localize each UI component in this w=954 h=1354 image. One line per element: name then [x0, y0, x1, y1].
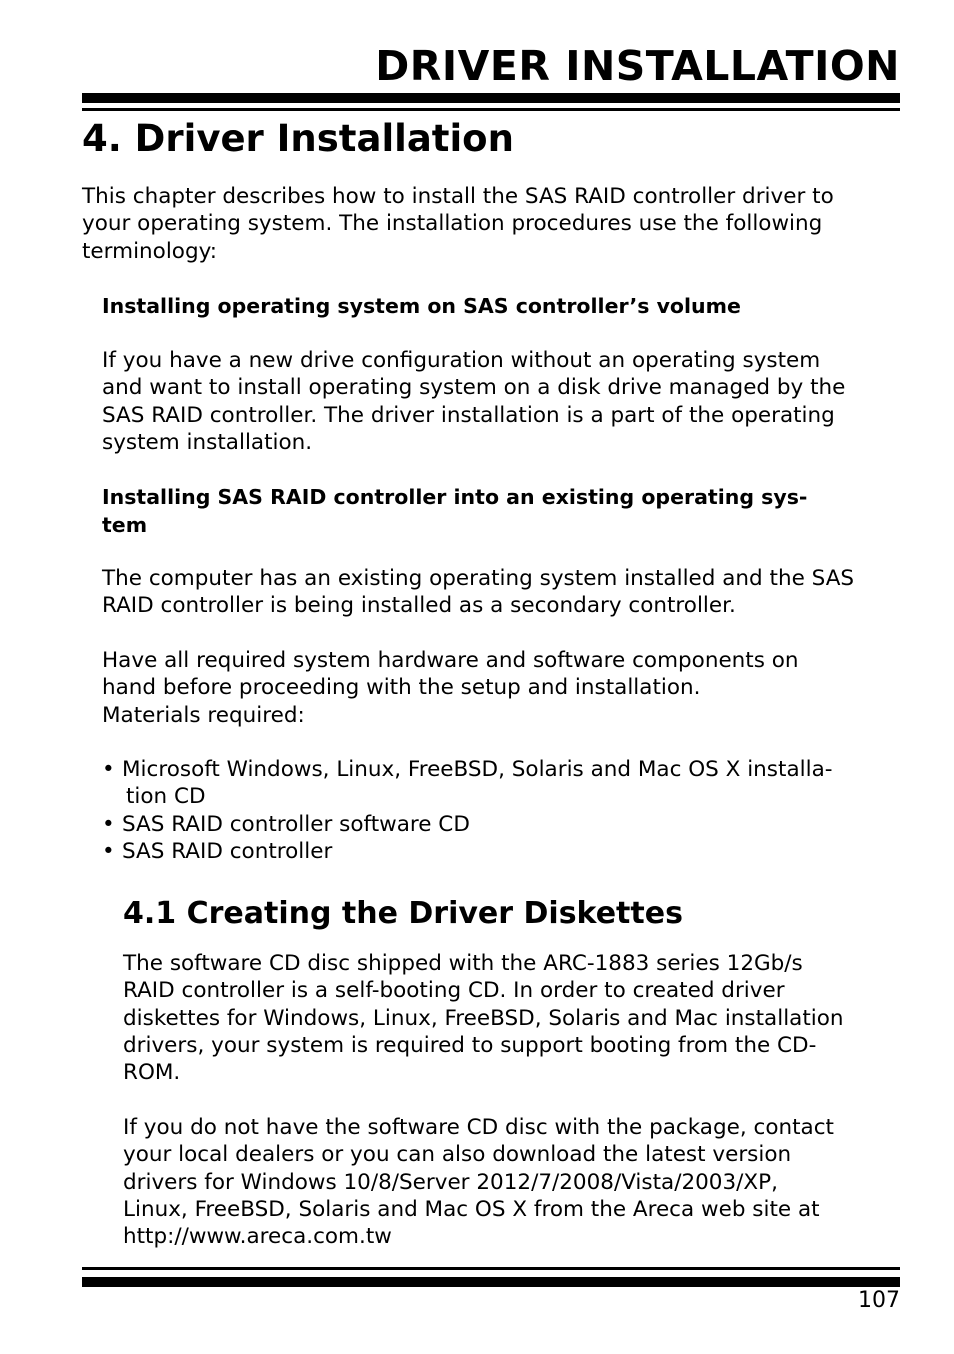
text-line: Have all required system hardware and software components on [102, 648, 799, 673]
footer-rule-thin [82, 1267, 900, 1270]
term-body-existing-os [102, 565, 854, 620]
section-paragraph-2 [123, 1114, 834, 1250]
list-item [102, 838, 833, 865]
text-line: and want to install operating system on a disk drive managed by the [102, 375, 846, 401]
term-body-os-install [102, 347, 845, 456]
document-page [82, 0, 900, 1354]
chapter-intro [82, 183, 834, 265]
page-number: 107 [858, 1288, 900, 1313]
list-item [102, 756, 833, 811]
text-line: Installing SAS RAID controller into an existing operating sys- [102, 485, 808, 509]
text-line: SAS RAID controller [122, 838, 333, 864]
text-line: http://www.areca.com.tw [123, 1224, 392, 1250]
text-line: hand before proceeding with the setup and installation. [102, 675, 701, 701]
text-line: Microsoft Windows, Linux, FreeBSD, Solaris and Mac OS X installa- [122, 757, 833, 782]
bullet-icon: • [102, 757, 115, 782]
text-line: system installation. [102, 429, 313, 455]
header-rule-thick [82, 93, 900, 103]
chapter-title: 4. Driver Installation [82, 117, 514, 160]
text-line: drivers for Windows 10/8/Server 2012/7/2008/Vista/2003/XP, [123, 1169, 778, 1195]
text-line: Linux, FreeBSD, Solaris and Mac OS X from the Areca web site at [123, 1196, 820, 1222]
section-paragraph-1 [123, 950, 844, 1086]
bullet-icon: • [102, 838, 115, 864]
footer-rule-thick [82, 1277, 900, 1287]
bullet-icon: • [102, 811, 115, 837]
text-line: Materials required: [102, 702, 305, 728]
text-line: RAID controller is being installed as a secondary controller. [102, 593, 736, 619]
section-title: 4.1 Creating the Driver Diskettes [123, 896, 683, 931]
text-line: If you have a new drive configuration without an operating system [102, 348, 821, 373]
text-line: tem [102, 513, 148, 537]
list-item [102, 811, 833, 838]
materials-list [102, 756, 833, 865]
text-line: diskettes for Windows, Linux, FreeBSD, Solaris and Mac installation [123, 1005, 844, 1031]
text-line: drivers, your system is required to support booting from the CD- [123, 1032, 817, 1058]
text-line: RAID controller is a self-booting CD. In order to created driver [123, 978, 785, 1004]
header-rule-thin [82, 108, 900, 111]
term-heading-os-install: Installing operating system on SAS controller’s volume [102, 294, 741, 318]
text-line: SAS RAID controller. The driver installation is a part of the operating [102, 402, 835, 428]
requirements-paragraph [102, 647, 799, 729]
text-line: ROM. [123, 1060, 181, 1086]
text-line: your local dealers or you can also download the latest version [123, 1142, 792, 1168]
text-line: SAS RAID controller software CD [122, 811, 470, 837]
text-line: This chapter describes how to install the SAS RAID controller driver to [82, 184, 834, 209]
running-header: DRIVER INSTALLATION [375, 42, 900, 90]
text-line: your operating system. The installation procedures use the following [82, 211, 823, 237]
term-heading-existing-os [102, 483, 807, 539]
text-line: terminology: [82, 238, 217, 264]
text-line: The computer has an existing operating system installed and the SAS [102, 566, 855, 591]
text-line: The software CD disc shipped with the ARC-1883 series 12Gb/s [123, 951, 803, 976]
text-line: tion CD [126, 784, 206, 810]
text-line: If you do not have the software CD disc with the package, contact [123, 1115, 834, 1140]
